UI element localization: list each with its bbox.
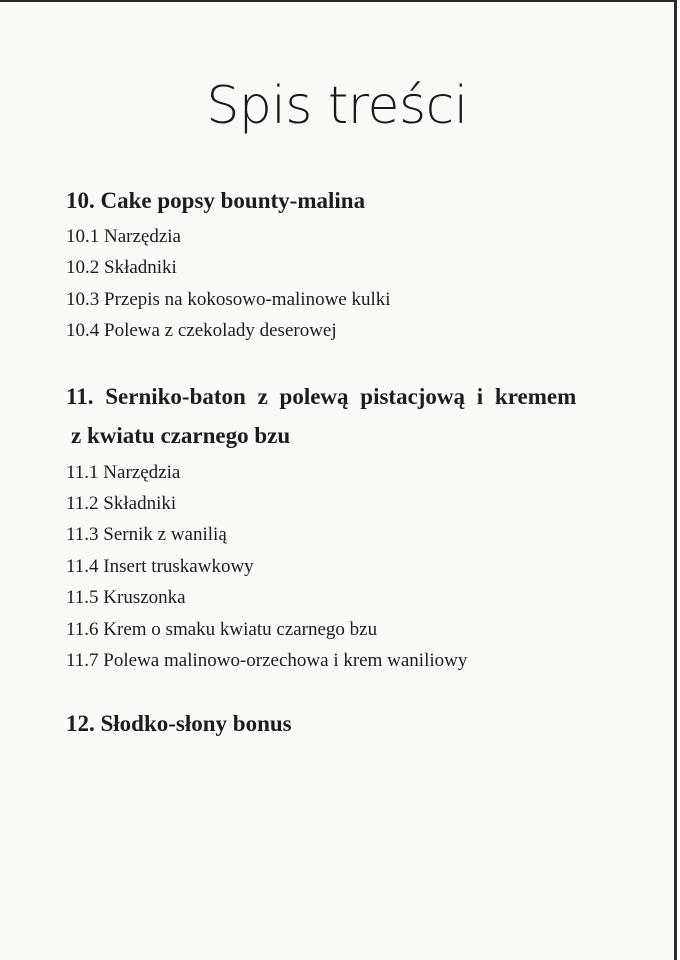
toc-section-10 — [66, 185, 606, 347]
toc-item[interactable]: 10.4 Polewa z czekolady deserowej — [66, 320, 337, 342]
table-of-contents — [66, 185, 606, 744]
toc-section-title[interactable]: 10. Cake popsy bounty-malina — [66, 188, 366, 213]
toc-item[interactable]: 11.6 Krem o smaku kwiatu czarnego bzu — [66, 618, 378, 640]
toc-item[interactable]: 11.5 Kruszonka — [66, 587, 186, 609]
toc-item[interactable]: 11.1 Narzędzia — [66, 461, 181, 483]
page-title: Spis treści — [206, 76, 468, 136]
toc-item[interactable]: 10.3 Przepis na kokosowo-malinowe kulki — [66, 288, 391, 310]
toc-section-12 — [66, 708, 606, 740]
toc-section-11 — [66, 377, 606, 677]
toc-section-title[interactable]: 12. Słodko-słony bonus — [66, 711, 292, 737]
toc-item[interactable]: 10.2 Składniki — [66, 257, 177, 279]
toc-item[interactable]: 11.7 Polewa malinowo-orzechowa i krem waniliowy — [66, 650, 468, 672]
toc-item[interactable]: 10.1 Narzędzia — [66, 226, 181, 247]
toc-item[interactable]: 11.2 Składniki — [66, 493, 177, 515]
toc-section-title-line1: 11. Serniko-baton z polewą pistacjową i kremem — [66, 383, 577, 409]
toc-item[interactable]: 11.4 Insert truskawkowy — [66, 555, 254, 577]
toc-item[interactable]: 11.3 Sernik z wanilią — [66, 524, 227, 546]
toc-section-title[interactable] — [66, 377, 606, 455]
toc-section-title-line2: z kwiatu czarnego bzu — [71, 422, 291, 448]
